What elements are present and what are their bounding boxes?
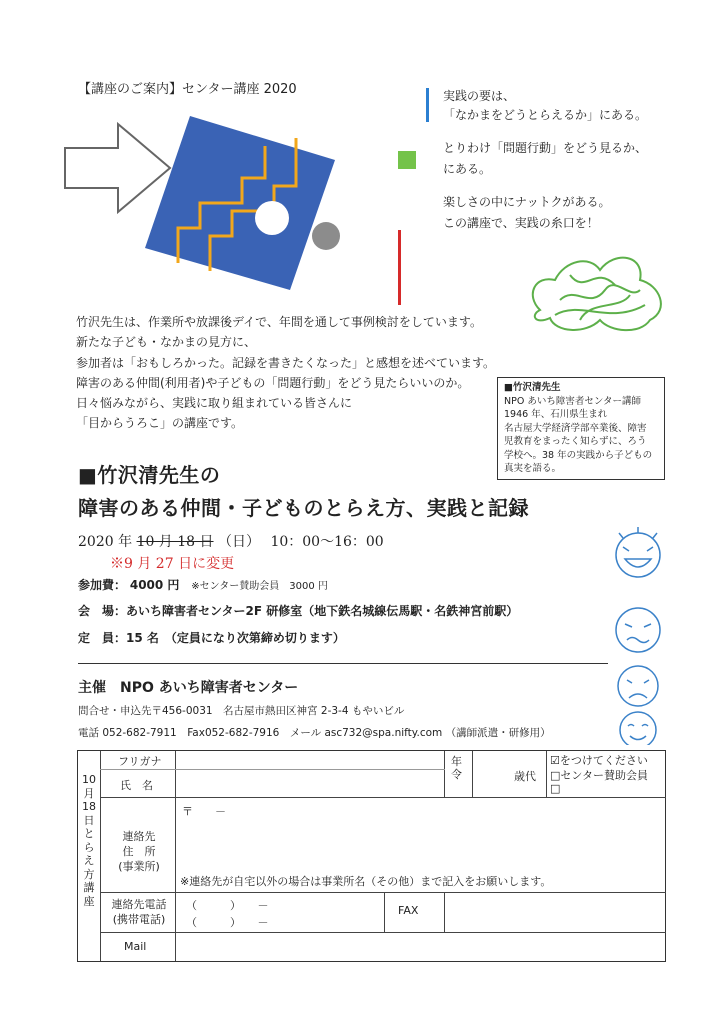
header-label: 【講座のご案内】センター講座 2020 [78, 82, 297, 97]
mail-input[interactable] [178, 935, 662, 959]
event-title-line1: ■竹沢清先生の [78, 463, 221, 487]
capacity-line: 定 員：15 名 （定員になり次第締め切ります） [78, 631, 345, 645]
profile-title: ■竹沢清先生 [504, 382, 561, 393]
phone-label-line: (携帯電話) [112, 913, 166, 926]
address-input[interactable] [178, 819, 662, 869]
furigana-input[interactable] [178, 752, 440, 768]
other-checkbox[interactable]: □ [550, 782, 561, 795]
age-label: 年令 [451, 755, 462, 781]
supporter-checkbox[interactable]: □センター賛助会員 [550, 769, 648, 782]
laughing-face-icon [616, 527, 660, 577]
blue-accent-bar [426, 88, 429, 122]
intro-line: 新たな子ども・なかまの見方に、 [76, 335, 257, 350]
lecturer-profile-box [497, 377, 665, 480]
organizer-name: 主催 NPO あいち障害者センター [78, 680, 299, 696]
contact-label [108, 829, 170, 874]
profile-line: 1946 年、石川県生まれ [504, 409, 608, 420]
phone-label [108, 897, 170, 927]
venue-line: 会 場：あいち障害者センター2F 研修室（地下鉄名城線伝馬駅・名鉄神宮前駅） [78, 604, 519, 618]
tagline-line: 楽しさの中にナットクがある。 [443, 195, 611, 209]
decorative-graphic [60, 108, 360, 298]
divider [78, 663, 608, 664]
check-title: ☑をつけてください [550, 754, 648, 767]
contact-label-line: 連絡先 [122, 830, 156, 843]
outline-arrow-shape [65, 124, 170, 212]
intro-line: 日々悩みながら、実践に取り組まれている皆さんに [76, 396, 353, 411]
phone-label-line: 連絡先電話 [111, 898, 167, 911]
white-circle-shape [255, 201, 289, 235]
contact-label-line: 住 所 [122, 845, 156, 858]
tagline-block [443, 88, 647, 232]
contact-note: ※連絡先が自宅以外の場合は事業所名（その他）まで記入をお願いします。 [180, 875, 552, 888]
postal-code-field[interactable]: 〒 － [182, 805, 226, 818]
fee-line [78, 576, 328, 593]
age-input[interactable] [476, 753, 516, 793]
event-date-line [78, 531, 384, 551]
intro-line: 障害のある仲間(利用者)や子どもの「問題行動」をどう見たらいいのか。 [76, 375, 470, 390]
event-year: 2020 年 [78, 534, 133, 550]
age-unit: 歳代 [514, 770, 536, 783]
sad-face-icon [618, 666, 658, 706]
organizer-contact: 電話 052-682-7911 Fax052-682-7916 メール asc732@spa.nifty.com （講師派遣・研修用） [78, 727, 551, 739]
gray-circle-shape [312, 222, 340, 250]
name-label: 氏 名 [120, 779, 153, 792]
smiling-face-icon [620, 712, 656, 745]
fax-label: FAX [398, 904, 419, 917]
event-title-line2: 障害のある仲間・子どものとらえ方、実践と記録 [78, 496, 529, 520]
contact-label-line: (事業所) [118, 860, 160, 873]
intro-line: 竹沢先生は、作業所や放課後デイで、年間を通して事例検討をしています。 [76, 315, 482, 329]
tagline-line: 「なかまをどうとらえるか」にある。 [443, 108, 648, 122]
mobile-input[interactable]: （ ） － [186, 916, 269, 929]
date-change-notice: ※9 月 27 日に変更 [110, 556, 235, 572]
fee-value: 4000 円 [129, 578, 180, 592]
original-date-struck: 10 月 18 日 [136, 534, 214, 550]
green-scribble-drawing [520, 240, 680, 340]
event-time: 10：00～16：00 [270, 534, 384, 550]
intro-line: 「目からうろこ」の講座です。 [76, 416, 244, 431]
mail-label: Mail [124, 940, 147, 953]
profile-line: 名古屋大学経済学部卒業後、障害 [504, 422, 647, 434]
red-accent-bar [398, 230, 401, 305]
phone-input[interactable]: （ ） － [186, 899, 269, 912]
profile-line: 児教育をまったく知らずに、ろう [504, 436, 647, 447]
form-side-label: 10月18日とらえ方講座 [82, 773, 96, 908]
tagline-line: とりわけ「問題行動」をどう見るか、 [443, 141, 648, 155]
confused-face-icon [616, 608, 660, 652]
profile-line: 真実を語る。 [504, 463, 562, 474]
tagline-line: この講座で、実践の糸口を！ [443, 216, 599, 230]
intro-paragraph [76, 312, 495, 434]
tagline-line: 実践の要は、 [443, 89, 516, 103]
application-form [77, 750, 666, 962]
profile-line: 学校へ。38 年の実践から子どもの [504, 449, 653, 461]
fee-note: ※センター賛助会員 3000 円 [191, 581, 328, 592]
organizer-address: 問合せ・申込先〒456-0031 名古屋市熱田区神宮 2-3-4 もやいビル [78, 705, 405, 717]
face-icons [605, 525, 675, 745]
fee-label: 参加費： [78, 578, 127, 592]
event-day: （日） [217, 534, 260, 550]
fax-input[interactable] [448, 895, 662, 929]
name-input[interactable] [178, 772, 440, 794]
furigana-label: フリガナ [118, 755, 162, 768]
green-accent-square [398, 151, 416, 169]
intro-line: 参加者は「おもしろかった。記録を書きたくなった」と感想を述べています。 [76, 355, 496, 370]
tagline-line: にある。 [443, 162, 492, 176]
profile-line: NPO あいち障害者センター講師 [504, 395, 641, 407]
